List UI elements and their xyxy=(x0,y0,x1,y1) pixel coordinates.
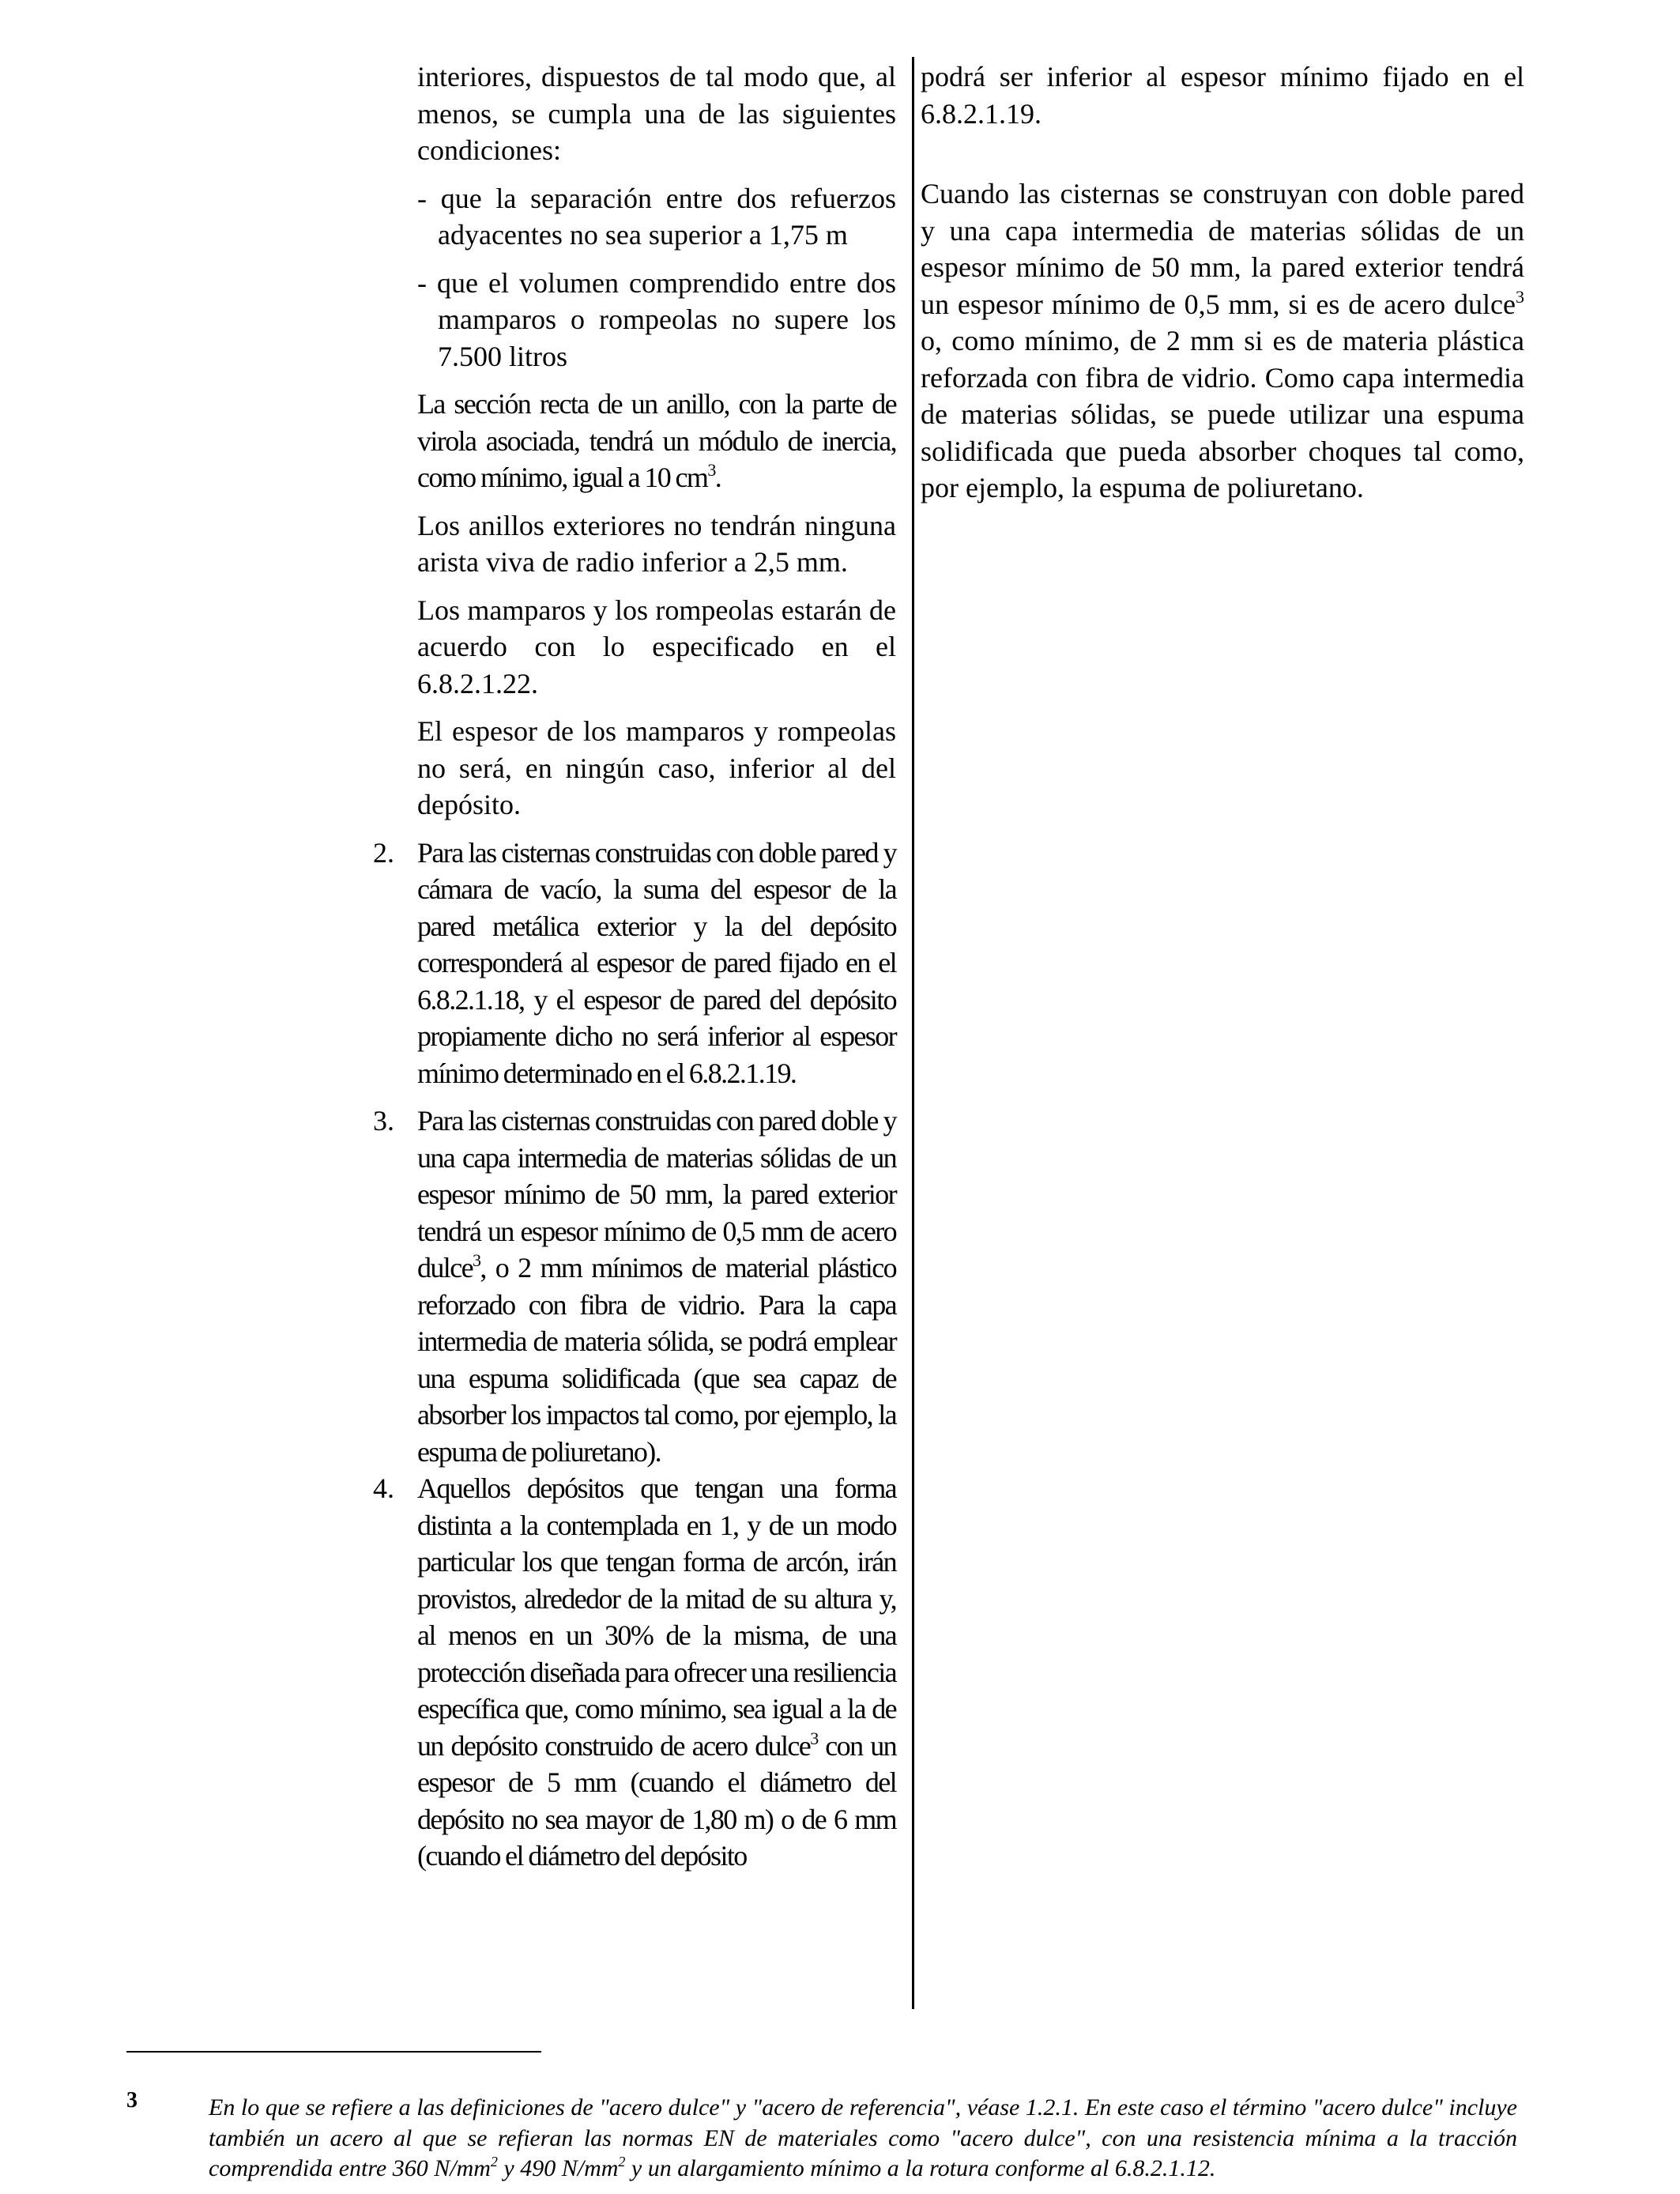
outer-rings-paragraph: Los anillos exteriores no tendrán ninguna arista viva de radio inferior a 2,5 mm. xyxy=(417,509,896,578)
item-text-b: con un espesor de 5 mm (cuando el diámetro del depósito no sea mayor de 1,80 m) o de 6 mm (cuando el diámetro del depósito xyxy=(417,1729,896,1872)
superscript: 3 xyxy=(810,1728,818,1748)
bulkheads-paragraph: Los mamparos y los rompeolas estarán de acuerdo con lo especificado en el 6.8.2.1.22. xyxy=(417,594,896,699)
numbered-item-2 xyxy=(373,835,896,1092)
item-text-a: Para las cisternas construidas con pared doble y una capa intermedia de materias sólidas de un espesor mínimo de 50 mm, la pared exterior tendrá un espesor mínimo de 0,5 mm de acero dulce xyxy=(417,1105,896,1284)
bullet-item: - que el volumen comprendido entre dos mamparos o rompeolas no supere los 7.500 litros xyxy=(417,266,896,372)
ring-section-paragraph xyxy=(417,386,896,496)
footnote-text-b: y 490 N/mm xyxy=(497,2155,619,2181)
footnote xyxy=(126,2088,1517,2185)
item-text: Para las cisternas construidas con doble pared y cámara de vacío, la suma del espesor de la pared metálica exterior y la del depósito corresponderá al espesor de pared fijado en el 6.8.2.1.18, y el espesor de pared del depósito propiamente dicho no será inferior al espesor mínimo determinado en el 6.8.2.1.19. xyxy=(417,836,896,1089)
item-text xyxy=(417,1103,896,1470)
footnote-separator xyxy=(126,2051,541,2053)
item-number: 3. xyxy=(373,1105,394,1137)
footnote-mark: 3 xyxy=(126,2088,137,2113)
right-column xyxy=(921,58,1524,507)
footnote-text-a: En lo que se refiere a las definiciones de "acero dulce" y "acero de referencia", véase 1.2.1. En este caso el término "acero dulce" incluye también un acero al que se refieran las normas EN de materiales como "acero dulce", con una resistencia mínima a la tracción comprendida entre 360 N/mm xyxy=(209,2094,1517,2181)
ring-section-text: La sección recta de un anillo, con la parte de virola asociada, tendrá un módulo de inercia, como mínimo, igual a 10 cm xyxy=(417,388,896,493)
superscript: 3 xyxy=(707,460,715,480)
footnote-text-c: y un alargamiento mínimo a la rotura conforme al 6.8.2.1.12. xyxy=(625,2155,1216,2181)
item-text xyxy=(417,1470,896,1875)
footnote-text xyxy=(209,2093,1517,2185)
bullet-item: - que la separación entre dos refuerzos adyacentes no sea superior a 1,75 m xyxy=(417,182,896,251)
ring-section-end: . xyxy=(714,462,721,493)
paragraph-text-b: o, como mínimo, de 2 mm si es de materia plástica reforzada con fibra de vidrio. Como capa intermedia de materias sólidas, se puede utilizar una espuma solidificada que pueda absorber choques tal como, por ejemplo, la espuma de poliuretano. xyxy=(921,325,1524,503)
continuation-paragraph: podrá ser inferior al espesor mínimo fijado en el 6.8.2.1.19. xyxy=(921,61,1524,130)
superscript: 3 xyxy=(472,1250,480,1270)
superscript: 3 xyxy=(1516,286,1524,307)
item-number: 4. xyxy=(373,1472,394,1504)
thickness-paragraph: El espesor de los mamparos y rompeolas no será, en ningún caso, inferior al del depósito. xyxy=(417,715,896,820)
item-number: 2. xyxy=(373,836,394,869)
numbered-item-4 xyxy=(373,1470,896,1875)
paragraph-text-a: Cuando las cisternas se construyan con doble pared y una capa intermedia de materias sólidas de un espesor mínimo de 50 mm, la pared exterior tendrá un espesor mínimo de 0,5 mm, si es de acero dulce xyxy=(921,178,1524,320)
item-text-a: Aquellos depósitos que tengan una forma distinta a la contemplada en 1, y de un modo particular los que tengan forma de arcón, irán provistos, alrededor de la mitad de su altura y, al menos en un 30% de la misma, de una protección diseñada para ofrecer una resiliencia específica que, como mínimo, sea igual a la de un depósito construido de acero dulce xyxy=(417,1472,896,1762)
numbered-item-3 xyxy=(373,1103,896,1470)
item-text-b: , o 2 mm mínimos de material plástico reforzado con fibra de vidrio. Para la capa intermedia de materia sólida, se podrá emplear una espuma solidificada (que sea capaz de absorber los impactos tal como, por ejemplo, la espuma de poliuretano). xyxy=(417,1252,896,1468)
intro-paragraph: interiores, dispuestos de tal modo que, al menos, se cumpla una de las siguientes condiciones: xyxy=(417,61,896,166)
superscript: 2 xyxy=(490,2154,498,2169)
superscript: 2 xyxy=(618,2154,626,2169)
double-wall-paragraph xyxy=(921,175,1524,507)
